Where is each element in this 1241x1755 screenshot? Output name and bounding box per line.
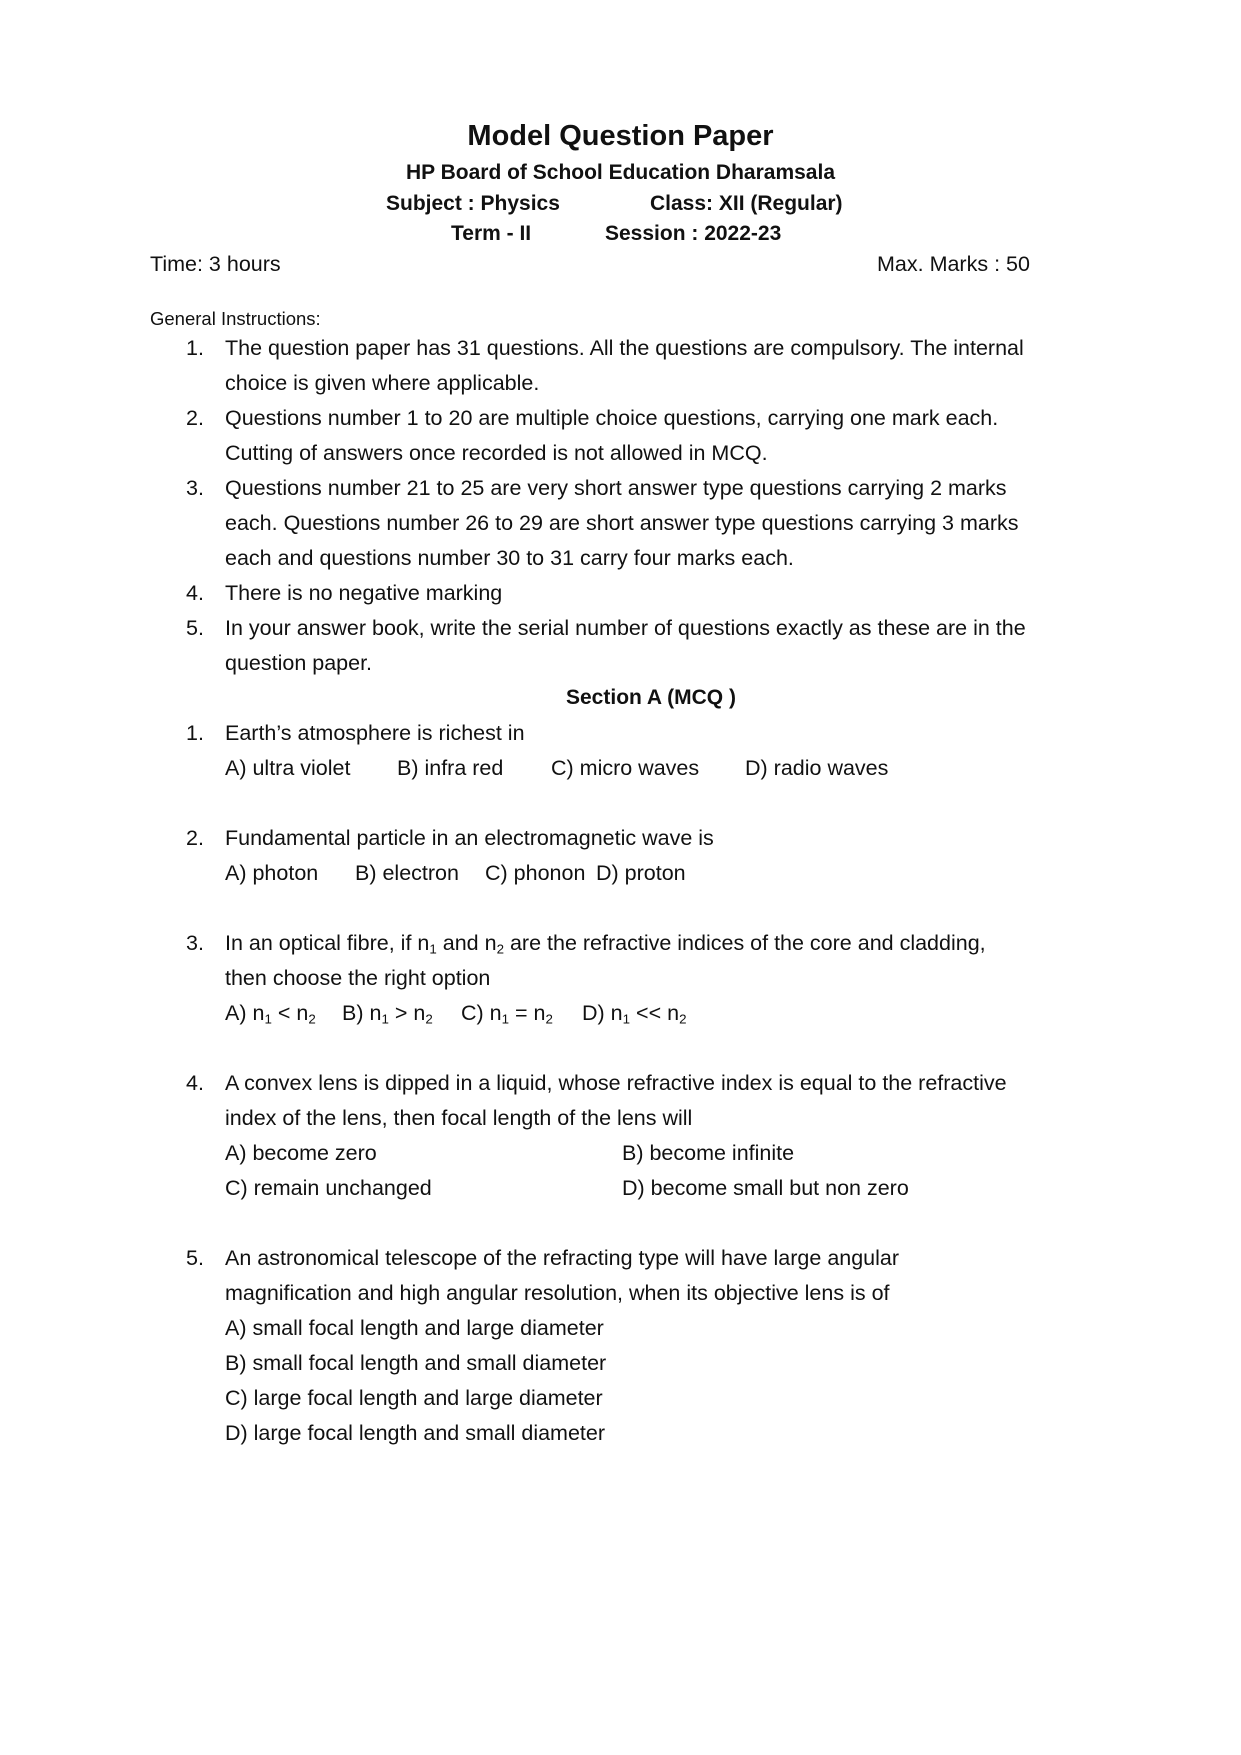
instruction-line: choice is given where applicable. bbox=[225, 371, 540, 395]
question-text: An astronomical telescope of the refracting type will have large angular bbox=[225, 1246, 900, 1270]
option: A) photon bbox=[225, 861, 319, 885]
instruction-line: Cutting of answers once recorded is not allowed in MCQ. bbox=[225, 441, 768, 465]
instruction-number: 5. bbox=[186, 616, 204, 640]
instruction-line: The question paper has 31 questions. All the questions are compulsory. The internal bbox=[225, 336, 1024, 360]
page-title: Model Question Paper bbox=[467, 120, 774, 152]
class-label: Class: XII (Regular) bbox=[650, 192, 843, 215]
option: C) $n_1 = n_2$ bbox=[461, 1001, 553, 1027]
instruction-line: question paper. bbox=[225, 651, 373, 675]
option: B) $n_1 > n_2$ bbox=[342, 1001, 433, 1027]
option: A) become zero bbox=[225, 1141, 377, 1165]
instruction-line: each. Questions number 26 to 29 are short answer type questions carrying 3 marks bbox=[225, 511, 1019, 535]
question-number: 3. bbox=[186, 931, 204, 955]
max-marks-label: Max. Marks : 50 bbox=[877, 252, 1030, 276]
question-text: Fundamental particle in an electromagnetic wave is bbox=[225, 826, 714, 850]
session-label: Session : 2022-23 bbox=[605, 222, 782, 245]
subject-label: Subject : Physics bbox=[386, 192, 560, 215]
question-text: In an optical fibre, if $n_1$ and $n_2$ are the refractive indices of the core and cladding, bbox=[225, 931, 986, 957]
board-name: HP Board of School Education Dharamsala bbox=[405, 161, 836, 184]
instruction-line: Questions number 1 to 20 are multiple choice questions, carrying one mark each. bbox=[225, 406, 999, 430]
option: D) $n_1 << n_2$ bbox=[582, 1001, 687, 1027]
option: A) ultra violet bbox=[225, 756, 351, 780]
instruction-number: 1. bbox=[186, 336, 204, 360]
instruction-number: 2. bbox=[186, 406, 204, 430]
option: A) small focal length and large diameter bbox=[225, 1316, 604, 1340]
question-text: index of the lens, then focal length of the lens will bbox=[225, 1106, 693, 1130]
question-number: 5. bbox=[186, 1246, 204, 1270]
option: D) proton bbox=[596, 861, 686, 885]
option: B) become infinite bbox=[622, 1141, 795, 1165]
option: D) become small but non zero bbox=[622, 1176, 909, 1200]
question-number: 2. bbox=[186, 826, 204, 850]
instructions-heading: General Instructions: bbox=[150, 308, 321, 329]
option: B) infra red bbox=[397, 756, 504, 780]
option: B) electron bbox=[355, 861, 459, 885]
section-title: Section A (MCQ ) bbox=[566, 686, 736, 709]
question-text: then choose the right option bbox=[225, 966, 491, 990]
instruction-line: In your answer book, write the serial number of questions exactly as these are in the bbox=[225, 616, 1026, 640]
question-text: magnification and high angular resolution, when its objective lens is of bbox=[225, 1281, 890, 1305]
option: D) radio waves bbox=[745, 756, 889, 780]
question-text: A convex lens is dipped in a liquid, whose refractive index is equal to the refractive bbox=[225, 1071, 1007, 1095]
option: A) $n_1 < n_2$ bbox=[225, 1001, 316, 1027]
instruction-line: There is no negative marking bbox=[225, 581, 503, 605]
option: C) large focal length and large diameter bbox=[225, 1386, 603, 1410]
option: C) phonon bbox=[485, 861, 586, 885]
question-number: 4. bbox=[186, 1071, 204, 1095]
question-text: Earth’s atmosphere is richest in bbox=[225, 721, 525, 745]
time-label: Time: 3 hours bbox=[150, 252, 281, 276]
option: C) remain unchanged bbox=[225, 1176, 432, 1200]
instruction-number: 4. bbox=[186, 581, 204, 605]
term-label: Term - II bbox=[451, 222, 532, 245]
option: B) small focal length and small diameter bbox=[225, 1351, 607, 1375]
option: D) large focal length and small diameter bbox=[225, 1421, 606, 1445]
option: C) micro waves bbox=[551, 756, 700, 780]
instruction-line: each and questions number 30 to 31 carry four marks each. bbox=[225, 546, 794, 570]
instruction-line: Questions number 21 to 25 are very short answer type questions carrying 2 marks bbox=[225, 476, 1007, 500]
question-number: 1. bbox=[186, 721, 204, 745]
instruction-number: 3. bbox=[186, 476, 204, 500]
